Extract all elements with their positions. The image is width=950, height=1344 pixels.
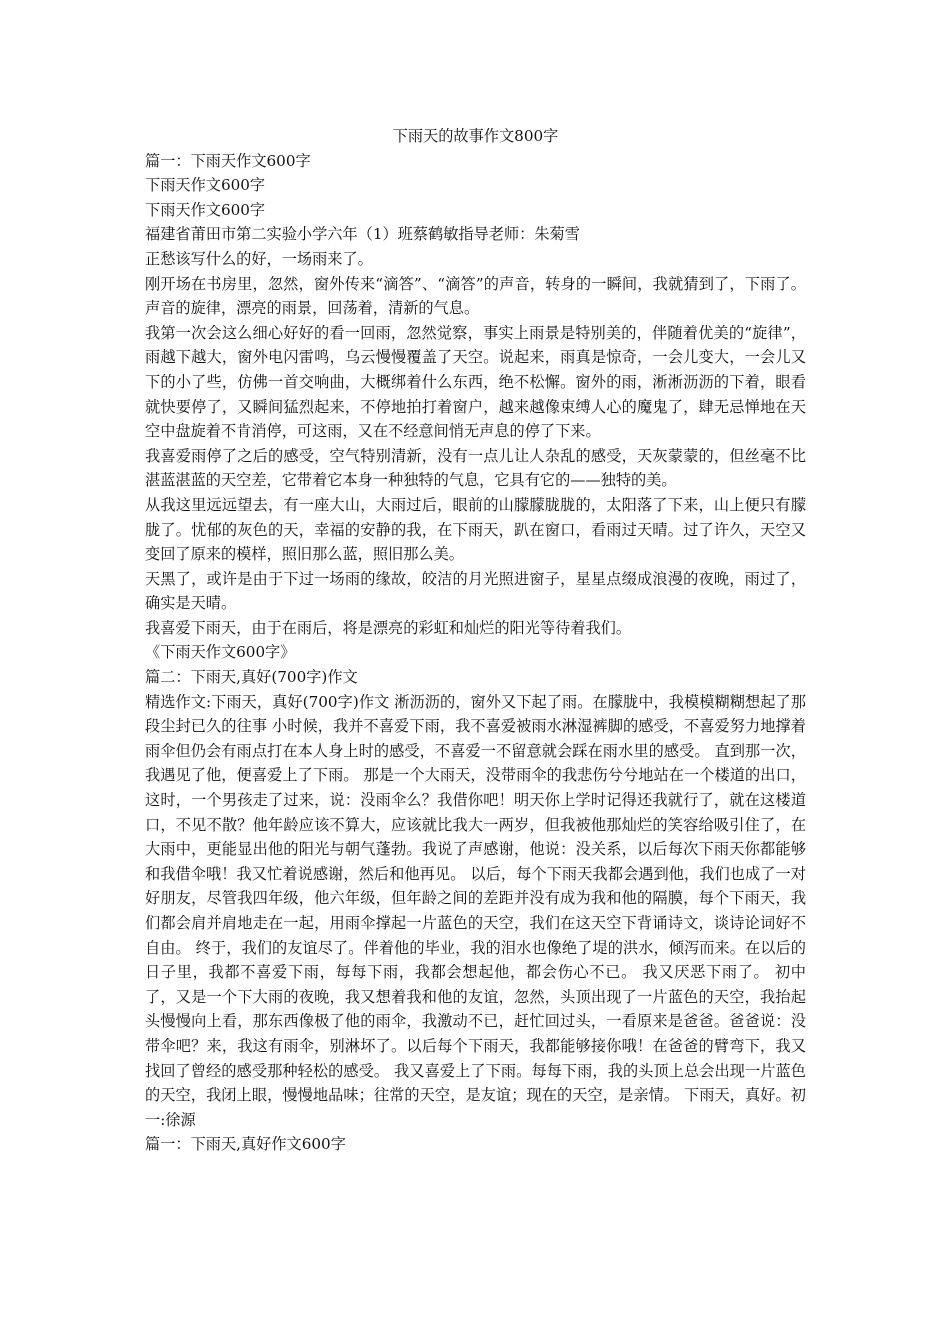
essay-title: 下雨天作文600字	[145, 176, 266, 195]
paragraph: 我喜爱下雨天，由于在雨后，将是漂亮的彩虹和灿烂的阳光等待着我们。	[145, 618, 631, 637]
document-body	[145, 124, 806, 1157]
author-line: 福建省莆田市第二实验小学六年（1）班蔡鹤敏指导老师：朱菊雪	[145, 225, 580, 244]
essay-source-title: 《下雨天作文600字》	[145, 643, 296, 662]
paragraph: 我喜爱雨停了之后的感受，空气特别清新，没有一点儿让人杂乱的感受，天灰蒙蒙的，但丝毫不比湛蓝湛蓝的天空差，它带着它本身一种独特的气息，它具有它的——独特的美。	[145, 446, 806, 490]
heading-part-two: 篇二：下雨天,真好(700字)作文	[145, 668, 358, 687]
paragraph: 天黑了，或许是由于下过一场雨的缘故，皎洁的月光照进窗子，星星点缀成浪漫的夜晚，雨过了，确实是天晴。	[145, 569, 806, 613]
paragraph: 刚开场在书房里，忽然，窗外传来“滴答”、“滴答”的声音，转身的一瞬间，我就猜到了，下雨了。声音的旋律，漂亮的雨景，回荡着，清新的气息。	[145, 274, 806, 318]
heading-part-one: 篇一：下雨天作文600字	[145, 151, 311, 170]
heading-part-three: 篇一：下雨天,真好作文600字	[145, 1135, 346, 1154]
paragraph: 从我这里远远望去，有一座大山，大雨过后，眼前的山朦朦胧胧的，太阳落了下来，山上便只有朦胧了。忧郁的灰色的天，幸福的安静的我，在下雨天，趴在窗口，看雨过天晴。过了许久，天空又变回了原来的模样，照旧那么蓝，照旧那么美。	[145, 495, 806, 564]
document-title: 下雨天的故事作文800字	[392, 127, 559, 145]
paragraph: 我第一次会这么细心好好的看一回雨，忽然觉察，事实上雨景是特别美的，伴随着优美的“旋律”，雨越下越大，窗外电闪雷鸣，乌云慢慢覆盖了天空。说起来，雨真是惊奇，一会儿变大，一会儿又下的小了些，仿佛一首交响曲，大概绑着什么东西，绝不松懈。窗外的雨，淅淅沥沥的下着，眼看就快要停了，又瞬间猛烈起来，不停地拍打着窗户，越来越像束缚人心的魔鬼了，肆无忌惮地在天空中盘旋着不肯消停，可这雨，又在不经意间悄无声息的停了下来。	[145, 323, 806, 441]
essay-title-repeat: 下雨天作文600字	[145, 200, 266, 219]
paragraph: 精选作文:下雨天，真好(700字)作文 淅沥沥的，窗外又下起了雨。在朦胧中，我模模糊糊想起了那段尘封已久的往事 小时候，我并不喜爱下雨，我不喜爱被雨水淋湿裤脚的感受，不喜爱努力地撑着雨伞但仍会有雨点打在本人身上时的感受，不喜爱一不留意就会踩在雨水里的感受。 直到那一次，我遇见了他，便喜爱上了下雨。 那是一个大雨天，没带雨伞的我悲伤兮兮地站在一个楼道的出口，这时，一个男孩走了过来，说：没雨伞么？我借你吧！明天你上学时记得还我就行了，就在这楼道口，不见不散？他年龄应该不算大，应该就比我大一两岁，但我被他那灿烂的笑容给吸引住了，在大雨中，更能显出他的阳光与朝气蓬勃。我说了声感谢，他说：没关系，以后每次下雨天你都能够和我借伞哦！我又忙着说感谢，然后和他再见。 以后，每个下雨天我都会遇到他，我们也成了一对好朋友，尽管我四年级，他六年级，但年龄之间的差距并没有成为我和他的隔膜，每个下雨天，我们都会肩并肩地走在一起，用雨伞撑起一片蓝色的天空，我们在这天空下背诵诗文，谈诗论词好不自由。 终于，我们的友谊尽了。伴着他的毕业，我的泪水也像绝了堤的洪水，倾泻而来。在以后的日子里，我都不喜爱下雨，每每下雨，我都会想起他，都会伤心不已。 我又厌恶下雨了。 初中了，又是一个下大雨的夜晚，我又想着我和他的友谊，忽然，头顶出现了一片蓝色的天空，我抬起头慢慢向上看，那东西像极了他的雨伞，我激动不已，赶忙回过头，一看原来是爸爸。爸爸说：没带伞吧？来，我这有雨伞，别淋坏了。以后每个下雨天，我都能够接你哦！在爸爸的臂弯下，我又找回了曾经的感受那种轻松的感受。 我又喜爱上了下雨。每每下雨，我的头顶上总会出现一片蓝色的天空，我闭上眼，慢慢地品味；往常的天空，是友谊；现在的天空，是亲情。 下雨天，真好。初一:徐源	[145, 692, 806, 1129]
paragraph: 正愁该写什么的好，一场雨来了。	[145, 249, 373, 268]
